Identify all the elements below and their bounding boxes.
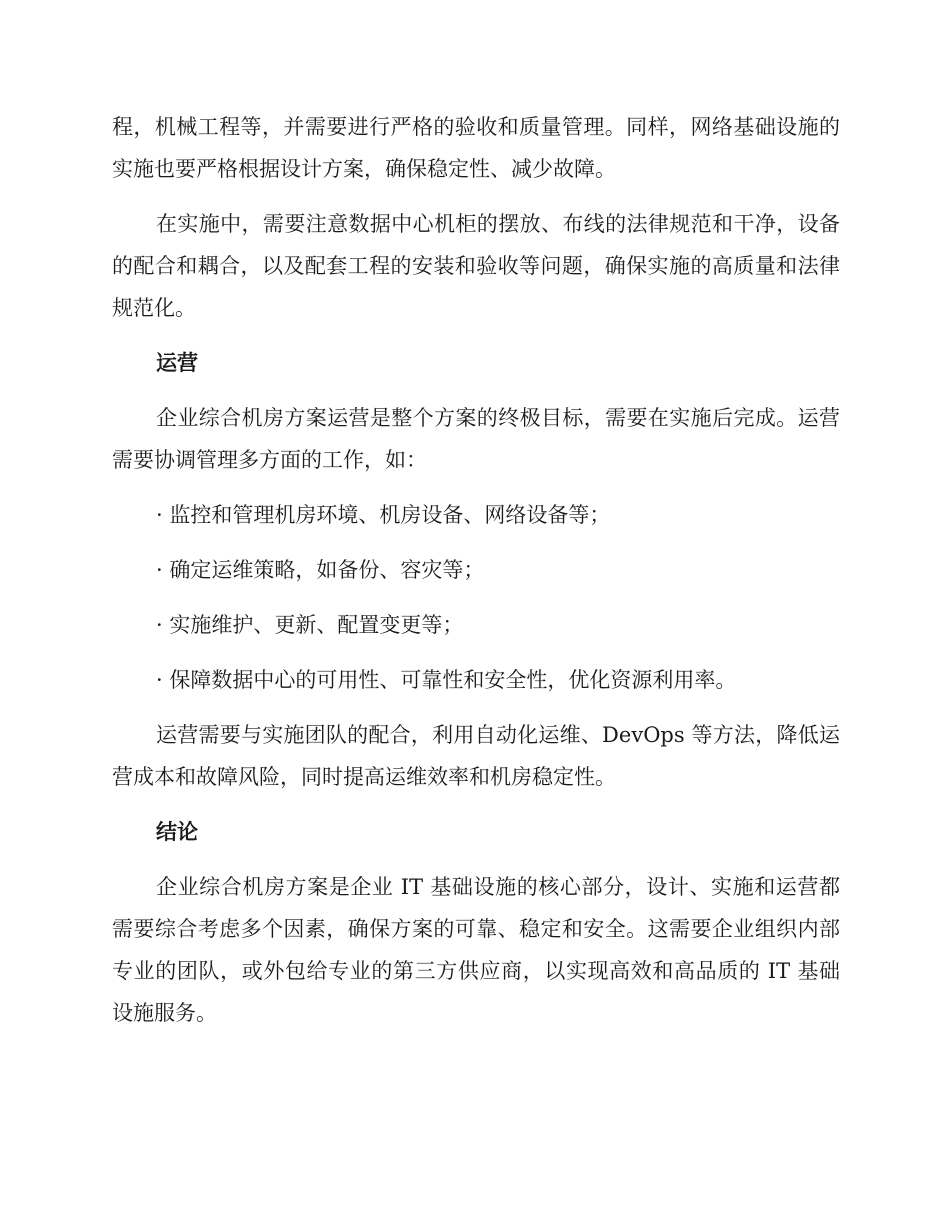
paragraph-operations-methods: 运营需要与实施团队的配合，利用自动化运维、DevOps 等方法，降低运营成本和故障风险，同时提高运维效率和机房稳定性。 — [112, 723, 840, 789]
bullet-item: · 实施维护、更新、配置变更等； — [156, 613, 464, 637]
bullet-item: · 保障数据中心的可用性、可靠性和安全性，优化资源利用率。 — [156, 668, 737, 692]
paragraph-implementation-notes: 在实施中，需要注意数据中心机柜的摆放、布线的法律规范和干净，设备的配合和耦合，以及配套工程的安装和验收等问题，确保实施的高质量和法律规范化。 — [112, 212, 840, 320]
document-body — [112, 106, 840, 1047]
section-heading-operations: 运营 — [156, 351, 198, 375]
bullet-item: · 确定运维策略，如备份、容灾等； — [156, 558, 485, 582]
section-heading-conclusion: 结论 — [156, 820, 198, 844]
bullet-item: · 监控和管理机房环境、机房设备、网络设备等； — [156, 503, 611, 527]
paragraph-continuation: 程，机械工程等，并需要进行严格的验收和质量管理。同样，网络基础设施的实施也要严格根据设计方案，确保稳定性、减少故障。 — [112, 115, 840, 181]
paragraph-conclusion: 企业综合机房方案是企业 IT 基础设施的核心部分，设计、实施和运营都需要综合考虑多个因素，确保方案的可靠、稳定和安全。这需要企业组织内部专业的团队，或外包给专业的第三方供应商，以实现高效和高品质的 IT 基础设施服务。 — [112, 875, 840, 1025]
paragraph-operations-intro: 企业综合机房方案运营是整个方案的终极目标，需要在实施后完成。运营需要协调管理多方面的工作，如： — [112, 406, 840, 472]
